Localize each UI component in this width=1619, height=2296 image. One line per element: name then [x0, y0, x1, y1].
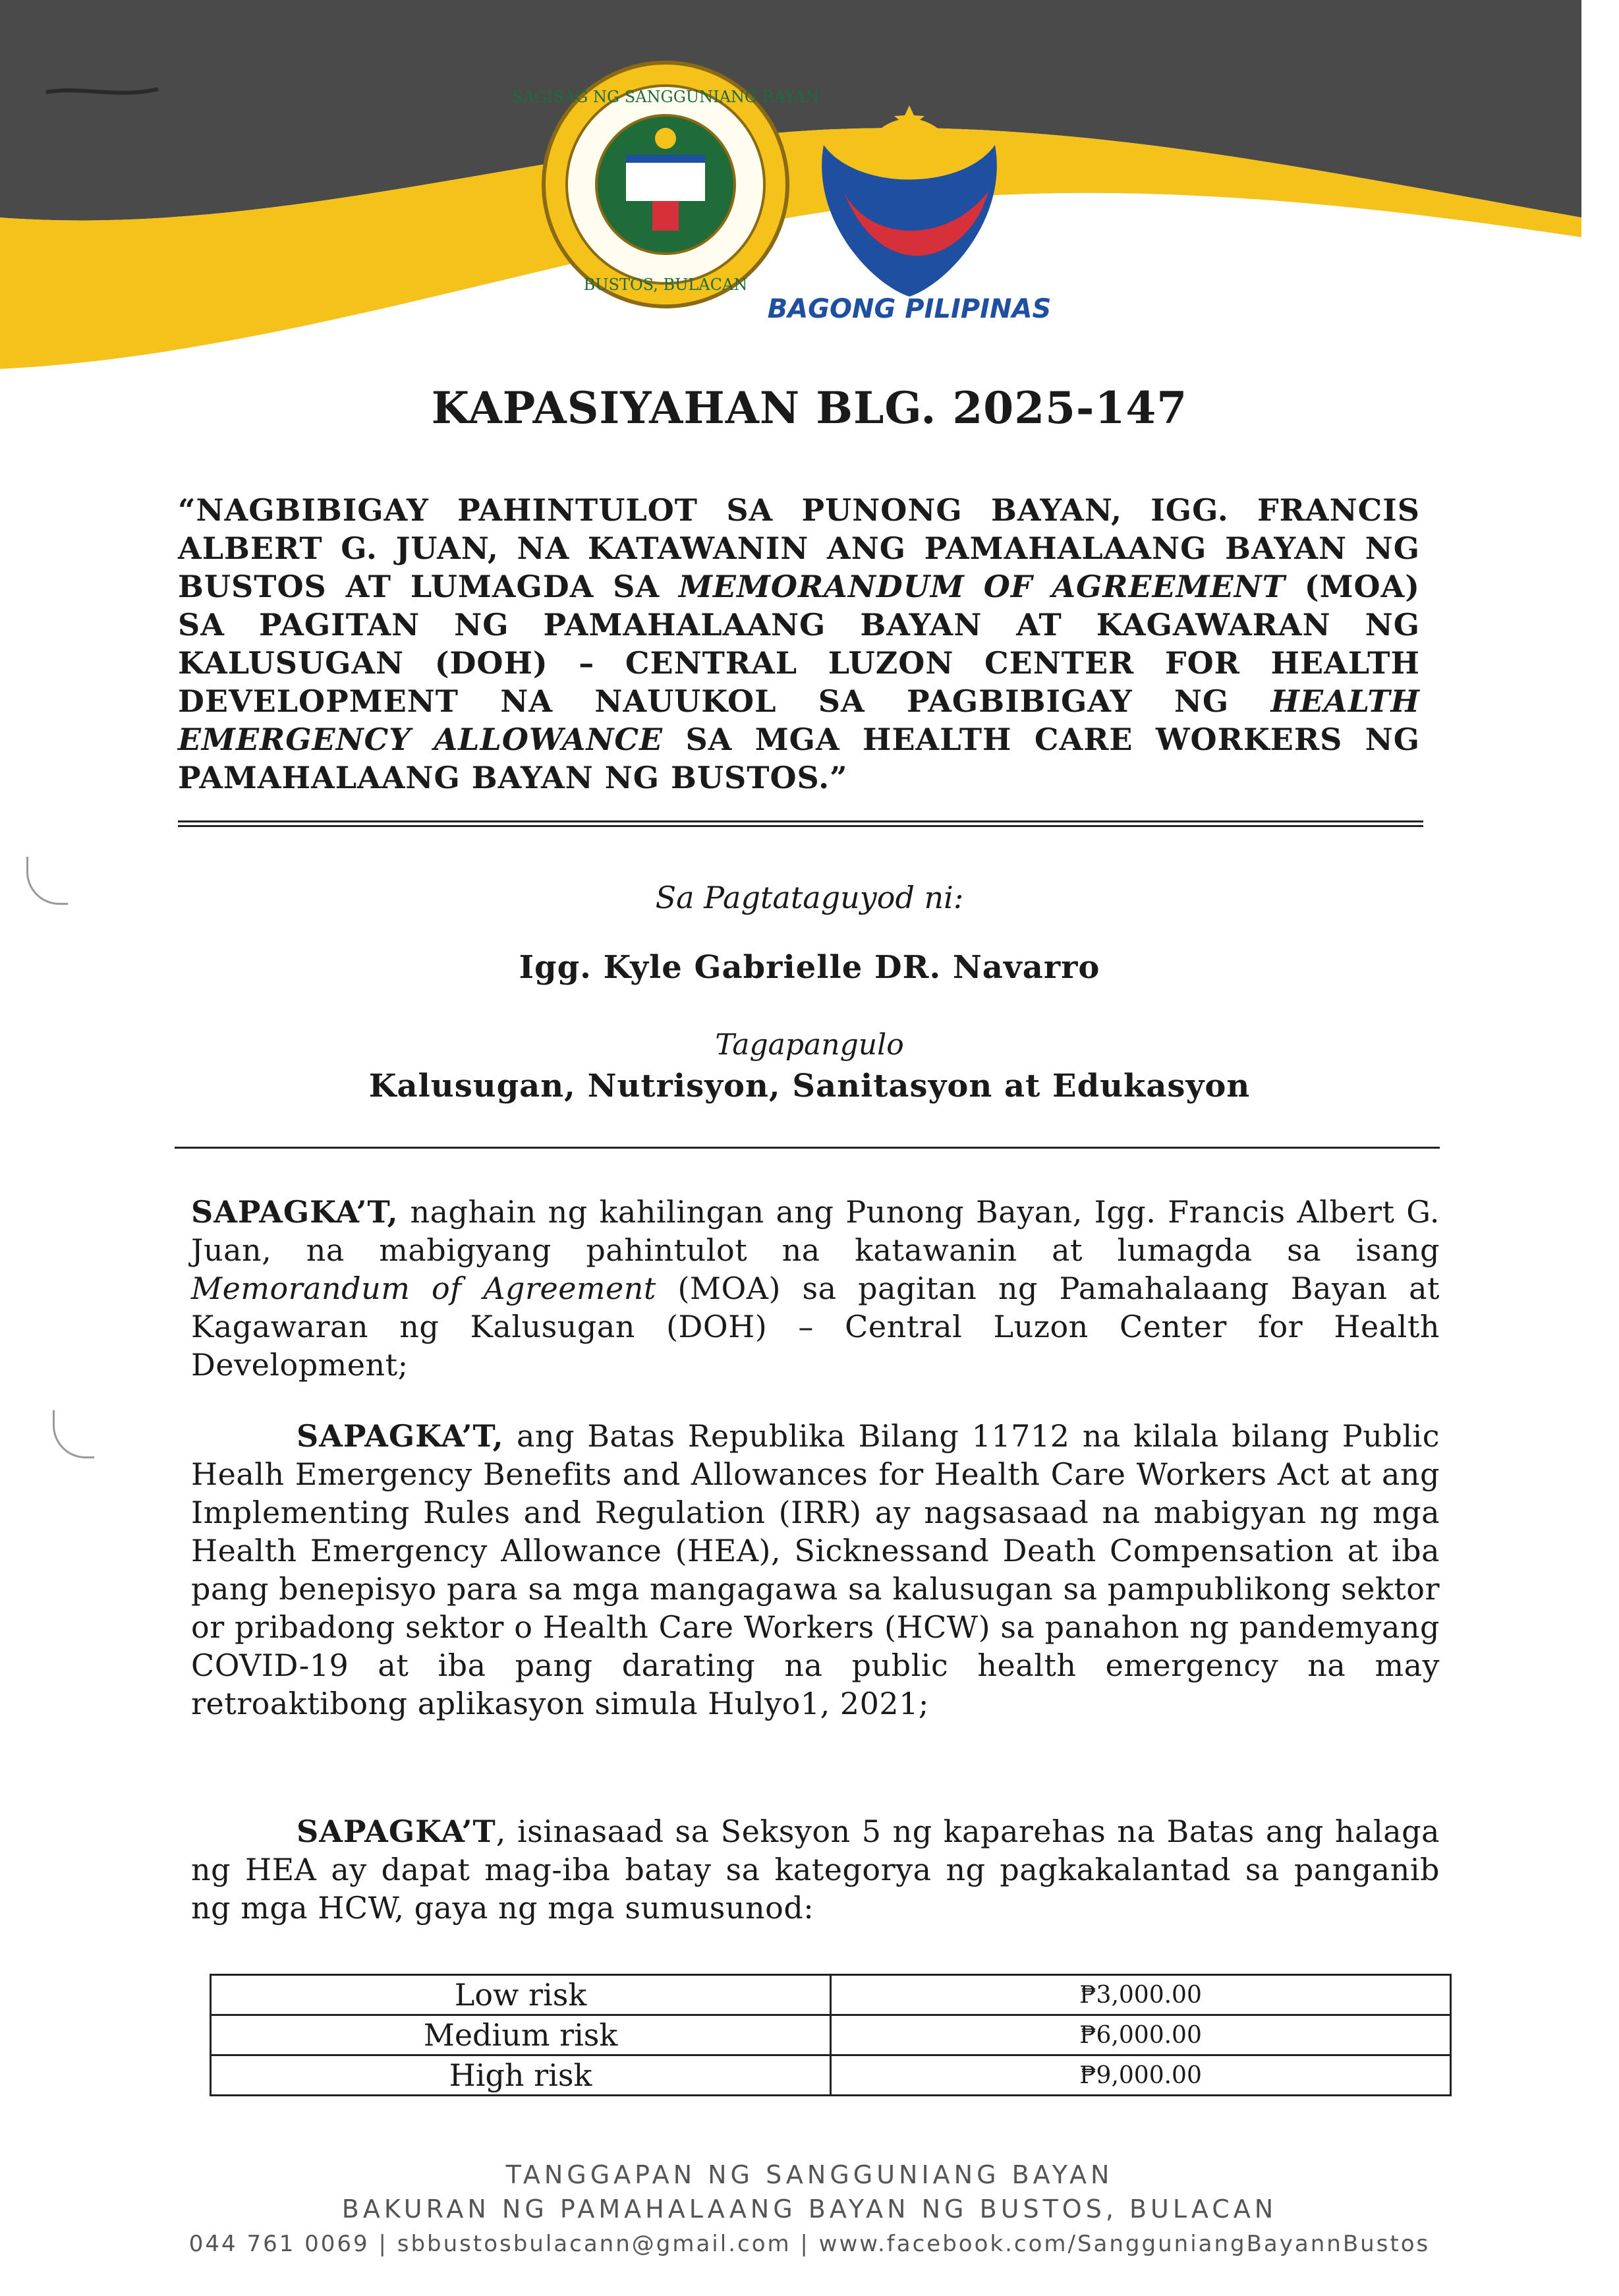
whereas-paragraph-3 — [191, 1812, 1440, 1927]
heading-text-1: “NAGBIBIGAY PAHINTULOT SA PUNONG BAYAN, IGG. FRANCIS ALBERT G. JUAN, NA KATAWANIN ANG PAMAHALAANG BAYAN NG BUSTOS AT LUMAGDA SA — [178, 492, 1420, 604]
whereas-lead: SAPAGKA’T, — [191, 1194, 399, 1230]
whereas-paragraph-1 — [191, 1193, 1440, 1384]
sponsor-intro: Sa Pagtataguyod ni: — [655, 880, 964, 915]
risk-category: Medium risk — [211, 2015, 831, 2055]
paragraph-italic: Memorandum of Agreement — [191, 1271, 656, 1306]
risk-amount: ₱3,000.00 — [831, 1975, 1451, 2015]
table-row — [211, 2055, 1451, 2096]
sponsor-name: Igg. Kyle Gabrielle DR. Navarro — [519, 949, 1100, 986]
paragraph-text: , isinasaad sa Seksyon 5 ng kaparehas na Batas ang halaga ng HEA ay dapat mag-iba batay sa kategorya ng pagkakalantad sa panganib ng mga HCW, gaya ng mga sumusunod: — [191, 1814, 1440, 1926]
footer-contact: 044 761 0069 | sbbustosbulacann@gmail.com | www.facebook.com/SangguniangBayannBustos — [188, 2231, 1431, 2257]
punch-hole-mark — [53, 1410, 94, 1458]
sponsor-divider — [175, 1147, 1440, 1149]
risk-category: High risk — [211, 2055, 831, 2096]
footer-office: TANGGAPAN NG SANGGUNIANG BAYAN — [505, 2160, 1114, 2189]
heading-italic-1: MEMORANDUM OF AGREEMENT — [678, 569, 1286, 604]
sponsor-committee: Kalusugan, Nutrisyon, Sanitasyon at Edukasyon — [368, 1068, 1251, 1105]
paragraph-text: ang Batas Republika Bilang 11712 na kilala bilang Public Healh Emergency Benefits and Allowances for Health Care Workers Act at ang Implementing Rules and Regulation (IRR) ay nagsasaad na mabigyan ng mga Health Emergency Allowance (HEA), Sicknessand Death Compensation at iba pang benepisyo para sa mga mangagawa sa kalusugan sa pampublikong sektor or pribadong sektor o Health Care Workers (HCW) sa panahon ng pandemyang COVID-19 at iba pang darating na public health emergency na may retroaktibong aplikasyon simula Hulyo1, 2021; — [191, 1418, 1440, 1721]
table-row — [211, 2015, 1451, 2055]
sponsor-role: Tagapangulo — [715, 1028, 904, 1062]
heading-italic-2: HEALTH EMERGENCY ALLOWANCE — [178, 683, 1420, 757]
paragraph-text: naghain ng kahilingan ang Punong Bayan, Igg. Francis Albert G. Juan, na mabigyang pahintulot na katawanin at lumagda sa isang — [191, 1194, 1440, 1268]
document-title: KAPASIYAHAN BLG. 2025-147 — [431, 382, 1188, 434]
heading-text-3: SA MGA HEALTH CARE WORKERS NG PAMAHALAANG BAYAN NG BUSTOS.” — [178, 722, 1421, 795]
whereas-paragraph-2 — [191, 1417, 1440, 1723]
heading-text-2: (MOA) SA PAGITAN NG PAMAHALAANG BAYAN AT KAGAWARAN NG KALUSUGAN (DOH) – CENTRAL LUZON CENTER FOR HEALTH DEVELOPMENT NA NAUUKOL SA PAGBIBIGAY NG — [178, 569, 1421, 719]
risk-amount: ₱6,000.00 — [831, 2015, 1451, 2055]
risk-amount: ₱9,000.00 — [831, 2055, 1451, 2096]
whereas-lead: SAPAGKA’T — [297, 1814, 496, 1849]
paragraph-text: (MOA) sa pagitan ng Pamahalaang Bayan at Kagawaran ng Kalusugan (DOH) – Central Luzon Center for Health Development; — [191, 1271, 1440, 1383]
table-row — [211, 1975, 1451, 2015]
whereas-lead: SAPAGKA’T, — [297, 1418, 504, 1454]
heading-divider — [178, 820, 1423, 827]
header-banner — [0, 0, 1619, 369]
risk-category: Low risk — [211, 1975, 831, 2015]
seal-text-top: SAGISAG NG SANGGUNIANG BAYAN — [511, 88, 820, 106]
resolution-heading — [178, 491, 1420, 797]
seal-text-bottom: BUSTOS, BULACAN — [583, 275, 748, 294]
risk-allowance-table — [210, 1974, 1452, 2096]
bagong-pilipinas-label: BAGONG PILIPINAS — [767, 294, 1052, 324]
footer-address: BAKURAN NG PAMAHALAANG BAYAN NG BUSTOS, BULACAN — [341, 2195, 1278, 2224]
